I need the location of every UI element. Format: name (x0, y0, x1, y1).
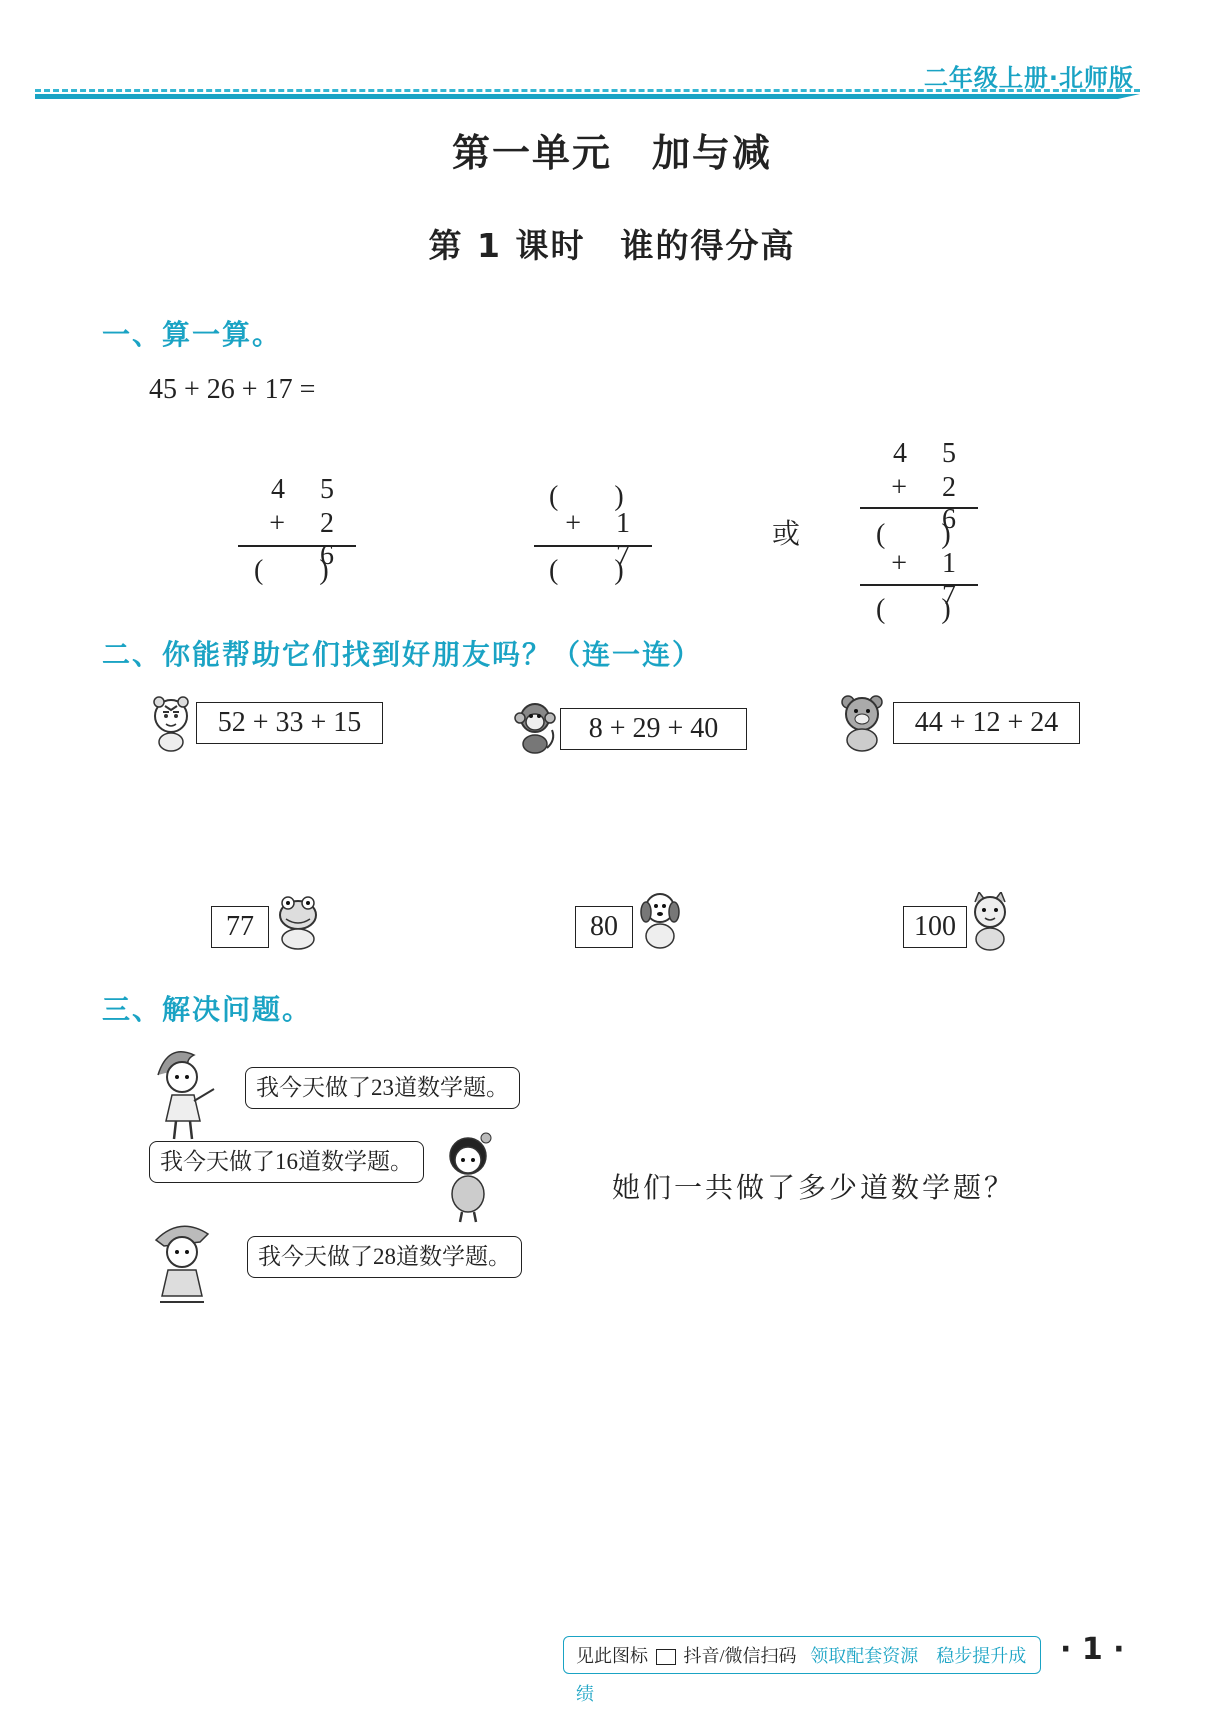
girl-hat-icon (150, 1216, 216, 1306)
footer-text-3: 领取配套资源 稳步提升成绩 (576, 1646, 1027, 1705)
calc2-row2: + 1 7 (565, 508, 644, 571)
answer-box-2[interactable]: 80 (575, 906, 633, 948)
calc2-line (534, 545, 652, 547)
answer-box-3[interactable]: 100 (903, 906, 967, 948)
expr-box-1[interactable]: 52 + 33 + 15 (196, 702, 383, 744)
equation: 45 + 26 + 17 = (149, 374, 316, 405)
calc2-result[interactable]: ( ) (549, 555, 624, 586)
calc3-result[interactable]: ( ) (876, 594, 951, 625)
girl-holding-icon (438, 1128, 500, 1224)
expr-box-2[interactable]: 8 + 29 + 40 (560, 708, 747, 750)
calc1-line (238, 545, 356, 547)
section3-heading: 三、解决问题。 (102, 993, 313, 1026)
calc3-row3[interactable]: ( ) (876, 519, 951, 550)
grade-label: 二年级上册·北师版 (923, 64, 1134, 92)
calc3-line2 (860, 584, 978, 586)
footer-banner (563, 1636, 1041, 1705)
scan-icon (656, 1649, 676, 1665)
footer-text-1: 见此图标 (576, 1646, 648, 1666)
expr-box-3[interactable]: 44 + 12 + 24 (893, 702, 1080, 744)
monkey-icon (512, 700, 558, 756)
speech-bubble-1: 我今天做了23道数学题。 (245, 1067, 520, 1109)
tiger-icon (148, 696, 194, 752)
frog-icon (272, 895, 324, 953)
calc3-row1: 4 5 (893, 438, 970, 469)
section2-heading: 二、你能帮助它们找到好朋友吗？（连一连） (102, 638, 703, 671)
cat-icon (965, 892, 1015, 952)
speech-bubble-2: 我今天做了16道数学题。 (149, 1141, 424, 1183)
page-number: · 1 · (1060, 1632, 1125, 1667)
girl-pointing-icon (148, 1045, 218, 1143)
lesson-title: 第 1 课时 谁的得分高 (428, 226, 796, 265)
or-label: 或 (772, 519, 801, 550)
bear-icon (838, 694, 886, 752)
section1-heading: 一、算一算。 (102, 318, 283, 351)
calc2-row1[interactable]: ( ) (549, 481, 624, 512)
problem-question: 她们一共做了多少道数学题？ (612, 1173, 1016, 1204)
dog-icon (636, 890, 686, 952)
answer-box-1[interactable]: 77 (211, 906, 269, 948)
calc3-line1 (860, 507, 978, 509)
calc1-row2: + 2 6 (269, 508, 348, 571)
calc3-row4: + 1 7 (891, 548, 970, 611)
header-bar (35, 94, 1140, 99)
unit-title: 第一单元 加与减 (451, 131, 772, 175)
calc1-row1: 4 5 (271, 474, 348, 505)
speech-bubble-3: 我今天做了28道数学题。 (247, 1236, 522, 1278)
calc3-row2: + 2 6 (891, 472, 970, 535)
footer-text-2: 抖音/微信扫码 (683, 1646, 797, 1666)
calc1-result[interactable]: ( ) (254, 555, 329, 586)
